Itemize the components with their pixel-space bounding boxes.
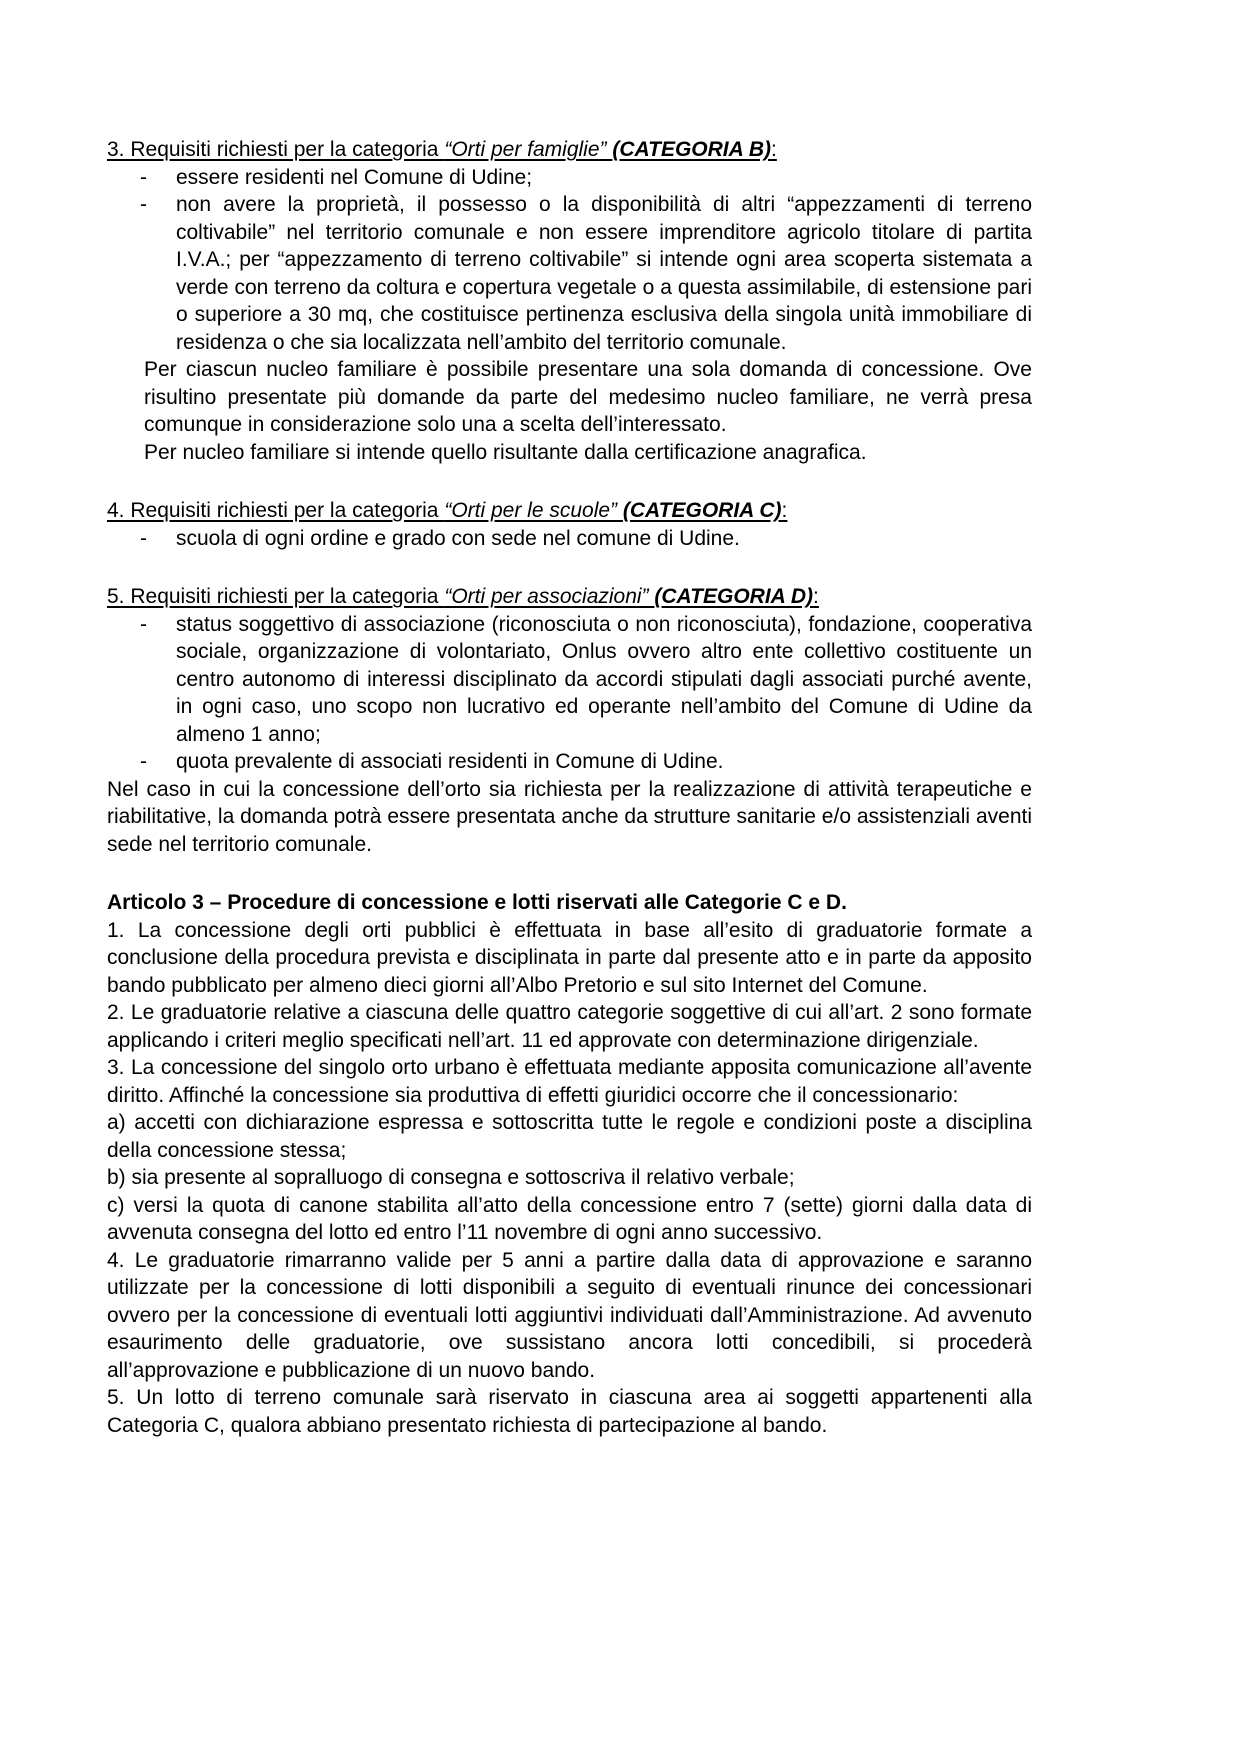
section-heading: [107, 497, 1032, 525]
bullet-text: scuola di ogni ordine e grado con sede nel comune di Udine.: [176, 526, 740, 550]
heading-run-regular: :: [781, 499, 788, 522]
paragraph: 2. Le graduatorie relative a ciascuna delle quattro categorie soggettive di cui all’art. 2 sono formate applicando i criteri meglio specificati nell’art. 11 ed approvate con determinazione dirigenziale.: [107, 1001, 1032, 1052]
paragraph: 1. La concessione degli orti pubblici è effettuata in base all’esito di graduatorie formate a conclusione della procedura prevista e disciplinata in parte dal presente atto e in parte da apposito bando pubblicato per almeno dieci giorni all’Albo Pretorio e sul sito Internet del Comune.: [107, 918, 1032, 997]
heading-run-italic: “Orti per le scuole”: [444, 499, 623, 522]
bullet-dash: -: [140, 165, 147, 189]
spacer: [107, 858, 1032, 889]
heading-run-bold-italic: (CATEGORIA B): [612, 138, 772, 161]
bullet-text: essere residenti nel Comune di Udine;: [176, 165, 533, 189]
paragraph: Nel caso in cui la concessione dell’orto sia richiesta per la realizzazione di attività terapeutiche e riabilitative, la domanda potrà essere presentata anche da strutture sanitarie e/o assistenziali aventi sede nel territorio comunale.: [107, 777, 1032, 856]
paragraph: c) versi la quota di canone stabilita all’atto della concessione entro 7 (sette) giorni dalla data di avvenuta consegna del lotto ed entro l’11 novembre di ogni anno successivo.: [107, 1193, 1032, 1244]
article-heading: Articolo 3 – Procedure di concessione e lotti riservati alle Categorie C e D.: [107, 891, 847, 914]
paragraph: 3. La concessione del singolo orto urbano è effettuata mediante apposita comunicazione all’avente diritto. Affinché la concessione sia produttiva di effetti giuridici occorre che il concessionario:: [107, 1056, 1032, 1107]
section-heading: [107, 583, 1032, 611]
bullet-text: non avere la proprietà, il possesso o la disponibilità di altri “appezzamenti di terreno coltivabile” nel territorio comunale e non essere imprenditore agricolo titolare di partita I.V.A.; per “appezzamento di terreno coltivabile” si intende ogni area scoperta sistemata a verde con terreno da coltura e copertura vegetale o a questa assimilabile, di estensione pari o superiore a 30 mq, che costituisce pertinenza esclusiva della singola unità immobiliare di residenza o che sia localizzata nell’ambito del territorio comunale.: [176, 193, 1032, 354]
bullet-dash: -: [140, 526, 147, 550]
heading-run-bold-italic: (CATEGORIA D): [654, 585, 814, 608]
heading-run-regular: 4. Requisiti richiesti per la categoria: [107, 499, 445, 522]
paragraph: Per ciascun nucleo familiare è possibile presentare una sola domanda di concessione. Ove risultino presentate più domande da parte del medesimo nucleo familiare, ne verrà presa comunque in considerazione solo una a scelta dell’interessato.: [144, 358, 1032, 436]
bullet-item: [140, 525, 1032, 553]
bullet-dash: -: [140, 750, 147, 773]
section-heading: [107, 136, 1032, 164]
bullet-text: status soggettivo di associazione (riconosciuta o non riconosciuta), fondazione, cooperativa sociale, organizzazione di volontariato, Onlus ovvero altro ente collettivo costituente un centro autonomo di interessi disciplinato da accordi stipulati dagli associati purché avente, in ogni caso, uno scopo non lucrativo ed operante nell’ambito del Comune di Udine da almeno 1 anno;: [176, 612, 1032, 746]
bullet-dash: -: [140, 612, 147, 636]
document-body: [107, 136, 1032, 1439]
bullet-item: [140, 748, 1032, 776]
paragraph: Per nucleo familiare si intende quello risultante dalla certificazione anagrafica.: [144, 440, 867, 464]
paragraph: 4. Le graduatorie rimarranno valide per 5 anni a partire dalla data di approvazione e saranno utilizzate per la concessione di lotti disponibili a seguito di eventuali rinunce dei concessionari ovvero per la concessione di eventuali lotti aggiuntivi individuati dall’Amministrazione. Ad avvenuto esaurimento delle graduatorie, ove sussistano ancora lotti concedibili, si procederà all’approvazione e pubblicazione di un nuovo bando.: [107, 1248, 1032, 1382]
spacer: [107, 466, 1032, 497]
spacer: [107, 552, 1032, 583]
bullet-item: [140, 164, 1032, 192]
heading-run-regular: :: [813, 585, 819, 608]
bullet-text: quota prevalente di associati residenti in Comune di Udine.: [176, 750, 724, 773]
paragraph: b) sia presente al sopralluogo di consegna e sottoscriva il relativo verbale;: [107, 1166, 795, 1189]
paragraph: a) accetti con dichiarazione espressa e sottoscritta tutte le regole e condizioni poste a disciplina della concessione stessa;: [107, 1111, 1032, 1162]
heading-run-regular: 5. Requisiti richiesti per la categoria: [107, 585, 445, 608]
bullet-item: [140, 191, 1032, 356]
heading-run-regular: 3. Requisiti richiesti per la categoria: [107, 138, 445, 161]
heading-run-bold-italic: (CATEGORIA C): [622, 499, 782, 522]
heading-run-italic: “Orti per famiglie”: [444, 138, 613, 161]
heading-run-regular: :: [771, 138, 777, 161]
heading-run-italic: “Orti per associazioni”: [444, 585, 655, 608]
paragraph: 5. Un lotto di terreno comunale sarà riservato in ciascuna area ai soggetti appartenenti alla Categoria C, qualora abbiano presentato richiesta di partecipazione al bando.: [107, 1386, 1032, 1437]
bullet-item: [140, 611, 1032, 749]
bullet-dash: -: [140, 193, 147, 216]
